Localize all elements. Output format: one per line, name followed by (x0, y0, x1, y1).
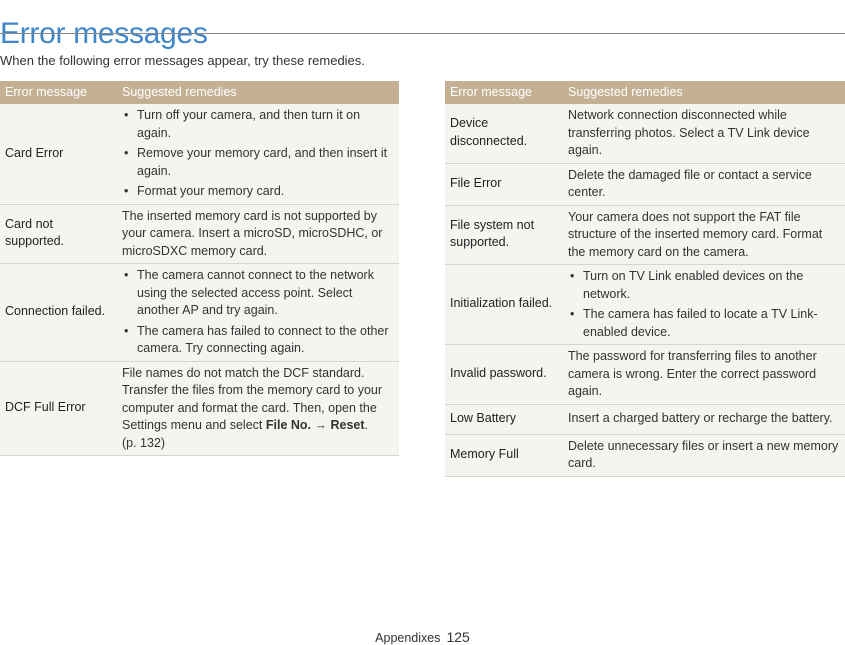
list-item: • Format your memory card. (122, 183, 394, 201)
error-message-cell: Initialization failed. (445, 265, 563, 345)
remedy-list (122, 107, 394, 201)
error-message-cell: Memory Full (445, 434, 563, 476)
list-item: • Turn on TV Link enabled devices on the network. (568, 268, 840, 303)
error-table-right (445, 81, 845, 477)
header-error-message: Error message (445, 81, 563, 104)
table-row (0, 264, 399, 362)
error-message-cell: Card Error (0, 104, 117, 204)
remedy-cell: The inserted memory card is not supported by your camera. Insert a microSD, microSDHC, or microSDXC memory card. (117, 204, 399, 264)
title-divider (0, 33, 845, 34)
table-header-row (0, 81, 399, 104)
error-message-cell: File Error (445, 163, 563, 205)
error-message-cell: DCF Full Error (0, 361, 117, 456)
table-row (445, 163, 845, 205)
header-suggested-remedies: Suggested remedies (563, 81, 845, 104)
remedy-cell (117, 104, 399, 204)
remedy-cell: Your camera does not support the FAT file structure of the inserted memory card. Format the memory card on the camera. (563, 205, 845, 265)
intro-text: When the following error messages appear, try these remedies. (0, 53, 365, 68)
list-item: • Remove your memory card, and then insert it again. (122, 145, 394, 180)
remedy-cell: Insert a charged battery or recharge the battery. (563, 404, 845, 434)
remedy-list (568, 268, 840, 341)
table-row (0, 104, 399, 204)
error-table-left (0, 81, 399, 456)
error-message-cell: File system not supported. (445, 205, 563, 265)
remedy-cell: Network connection disconnected while transferring photos. Select a TV Link device again. (563, 104, 845, 163)
error-message-cell: Connection failed. (0, 264, 117, 362)
table-row (445, 404, 845, 434)
remedy-cell: The password for transferring files to another camera is wrong. Enter the correct password again. (563, 345, 845, 405)
list-item: • Turn off your camera, and then turn it on again. (122, 107, 394, 142)
remedy-cell (117, 361, 399, 456)
arrow-icon: → (314, 418, 327, 432)
remedy-cell (117, 264, 399, 362)
list-item: • The camera has failed to connect to the other camera. Try connecting again. (122, 323, 394, 358)
header-suggested-remedies: Suggested remedies (117, 81, 399, 104)
table-row (0, 204, 399, 264)
remedy-cell: Delete the damaged file or contact a service center. (563, 163, 845, 205)
page-title: Error messages (0, 17, 208, 51)
table-row (0, 361, 399, 456)
remedy-list (122, 267, 394, 358)
error-message-cell: Card not supported. (0, 204, 117, 264)
page-reference: (p. 132) (122, 435, 166, 450)
error-message-cell: Invalid password. (445, 345, 563, 405)
table-header-row (445, 81, 845, 104)
table-row (445, 345, 845, 405)
page-footer (0, 629, 845, 645)
list-item: • The camera cannot connect to the network using the selected access point. Select another AP and try again. (122, 267, 394, 320)
table-row (445, 205, 845, 265)
list-item: • The camera has failed to locate a TV Link-enabled device. (568, 306, 840, 341)
menu-item-file-no: File No. (265, 418, 312, 432)
header-error-message: Error message (0, 81, 117, 104)
remedy-text-end: . (364, 418, 369, 432)
remedy-text: File names do not match the DCF standard. Transfer the files from the memory card to your computer and format the card. Then, open the Settings menu and select (122, 365, 383, 432)
table-row (445, 434, 845, 476)
remedy-cell: Delete unnecessary files or insert a new memory card. (563, 434, 845, 476)
footer-section: Appendixes (375, 631, 441, 645)
page-number: 125 (446, 629, 470, 645)
error-message-cell: Low Battery (445, 404, 563, 434)
remedy-cell (563, 265, 845, 345)
table-row (445, 265, 845, 345)
error-message-cell: Device disconnected. (445, 104, 563, 163)
menu-value-reset: Reset (330, 418, 365, 432)
table-row (445, 104, 845, 163)
